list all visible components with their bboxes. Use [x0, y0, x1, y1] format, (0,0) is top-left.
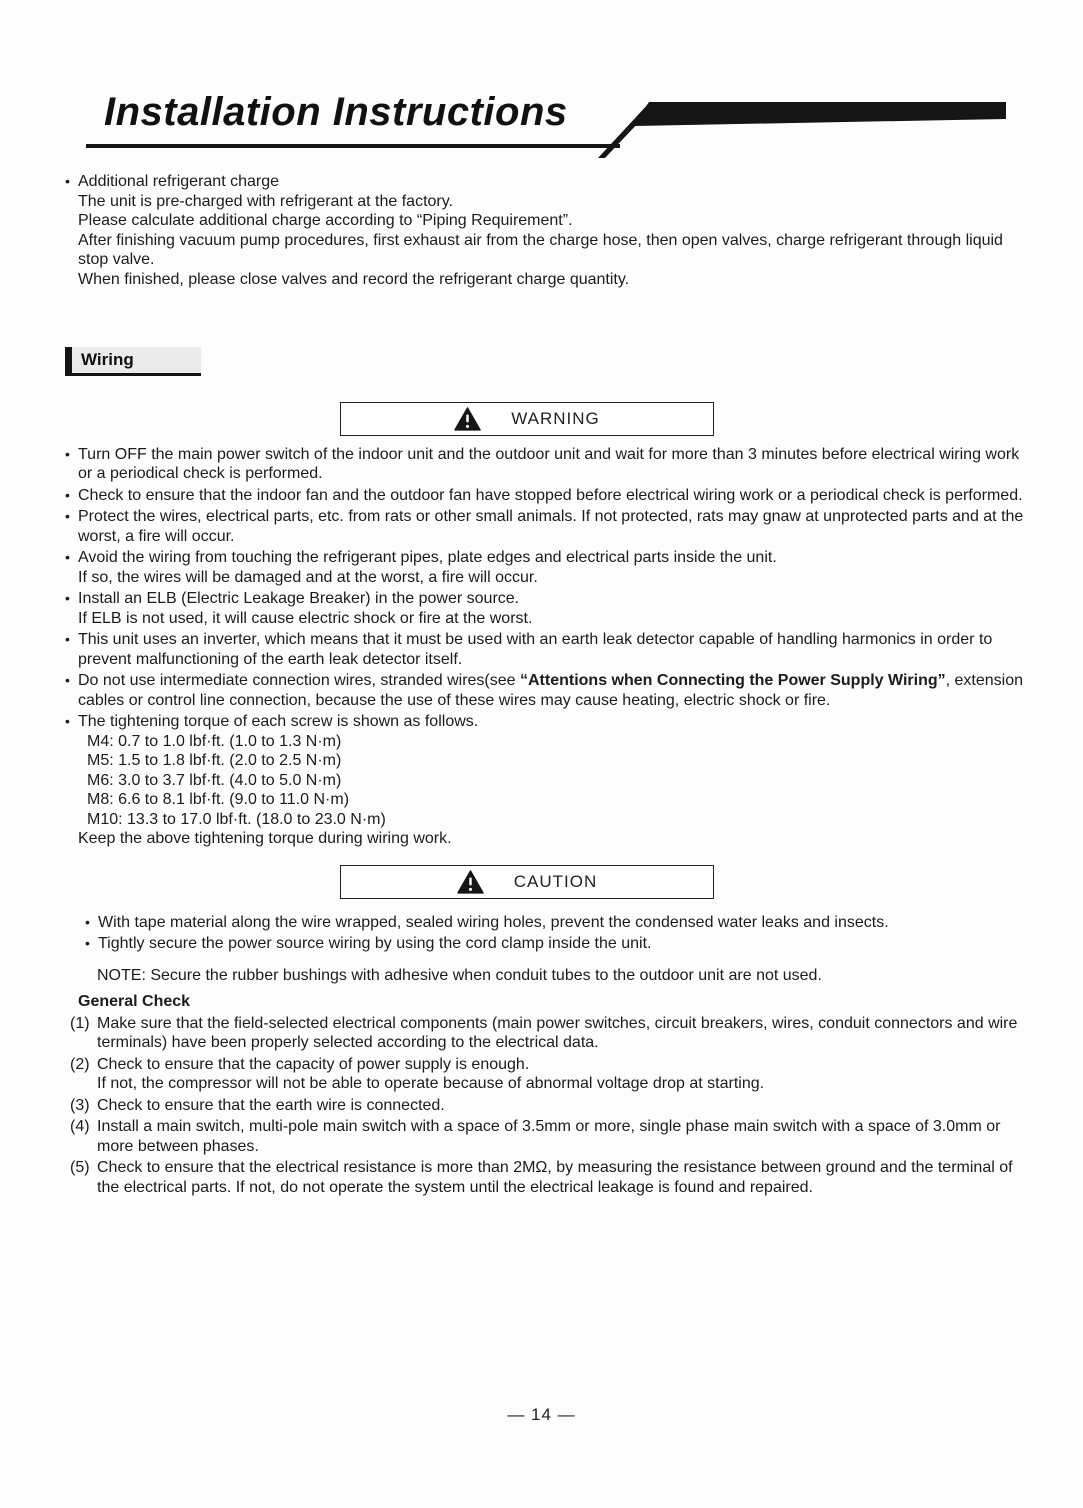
bullet: • — [65, 508, 70, 524]
warning-bullet-list — [65, 445, 1027, 849]
text-line: Check to ensure that the indoor fan and the outdoor fan have stopped before electrical wiring work or a periodical check is performed. — [78, 486, 1023, 504]
text-line — [78, 671, 1027, 710]
text-line: Check to ensure that the electrical resistance is more than 2MΩ, by measuring the resistance between ground and the terminal of the electrical parts. If not, do not operate the system until the electrical leakage is found and repaired. — [97, 1159, 1013, 1196]
section-wiring-title: Wiring — [81, 350, 134, 369]
refrigerant-charge-item — [65, 172, 1027, 289]
item-number: (5) — [70, 1159, 90, 1176]
text-line: Install an ELB (Electric Leakage Breaker) in the power source. — [78, 590, 520, 607]
numbered-item — [70, 1055, 1027, 1094]
torque-intro: The tightening torque of each screw is shown as follows. — [78, 713, 479, 730]
list-item — [85, 934, 1027, 954]
text-line: The unit is pre-charged with refrigerant at the factory. — [78, 192, 453, 210]
text-line: Make sure that the field-selected electrical components (main power switches, circuit breakers, wires, conduit connectors and wire terminals) have been properly selected according to the electrical data. — [97, 1014, 1018, 1051]
numbered-item — [70, 1096, 1027, 1116]
page-title: Installation Instructions — [104, 90, 568, 134]
text-line: Protect the wires, electrical parts, etc. from rats or other small animals. If not protected, rats may gnaw at unprotected parts and at the worst, a fire will occur. — [78, 508, 1024, 545]
caution-box — [340, 865, 714, 899]
torque-spec: M6: 3.0 to 3.7 lbf·ft. (4.0 to 5.0 N·m) — [87, 771, 342, 789]
numbered-item — [70, 1014, 1027, 1053]
header-black-bar — [633, 102, 1006, 126]
torque-spec: M4: 0.7 to 1.0 lbf·ft. (1.0 to 1.3 N·m) — [87, 732, 342, 750]
bullet: • — [65, 590, 70, 606]
torque-spec: M10: 13.3 to 17.0 lbf·ft. (18.0 to 23.0 N·m) — [87, 810, 386, 828]
text-line: Avoid the wiring from touching the refrigerant pipes, plate edges and electrical parts inside the unit. — [78, 549, 777, 566]
item-number: (2) — [70, 1055, 90, 1073]
list-item — [65, 630, 1027, 669]
warning-label: WARNING — [511, 408, 600, 428]
numbered-item — [70, 1117, 1027, 1156]
text-line: If so, the wires will be damaged and at the worst, a fire will occur. — [78, 568, 538, 586]
title-underline — [86, 144, 620, 148]
text-line: Check to ensure that the capacity of power supply is enough. — [97, 1055, 530, 1073]
text-line: Check to ensure that the earth wire is connected. — [97, 1096, 445, 1114]
bullet: • — [65, 549, 70, 565]
list-item — [65, 486, 1027, 506]
torque-item — [65, 712, 1027, 849]
list-item — [65, 589, 1027, 628]
bullet: • — [65, 445, 70, 462]
caution-label: CAUTION — [513, 871, 598, 891]
section-wiring-label — [65, 347, 201, 376]
caution-bullet-list — [65, 913, 1027, 954]
text-line: When finished, please close valves and record the refrigerant charge quantity. — [78, 270, 630, 288]
bullet: • — [65, 173, 70, 189]
header-diagonal-line — [598, 102, 658, 158]
text-line: This unit uses an inverter, which means that it must be used with an earth leak detector capable of handling harmonics in order to prevent malfunctioning of the earth leak detector itself. — [78, 631, 993, 668]
bullet: • — [65, 713, 70, 729]
torque-outro: Keep the above tightening torque during wiring work. — [78, 830, 452, 847]
bullet: • — [85, 935, 90, 951]
list-item — [65, 507, 1027, 546]
refrigerant-heading: Additional refrigerant charge — [78, 173, 280, 190]
list-item — [85, 913, 1027, 933]
warning-triangle-icon — [454, 407, 481, 431]
bullet: • — [65, 486, 70, 503]
caution-triangle-icon — [457, 870, 484, 894]
bullet: • — [65, 631, 70, 647]
bullet: • — [65, 672, 70, 688]
general-check-list — [65, 1014, 1027, 1198]
torque-spec: M8: 6.6 to 8.1 lbf·ft. (9.0 to 11.0 N·m) — [87, 791, 350, 808]
text-line: Please calculate additional charge according to “Piping Requirement”. — [78, 212, 573, 229]
note-line: NOTE: Secure the rubber bushings with adhesive when conduit tubes to the outdoor unit are not used. — [97, 966, 822, 984]
header-rule-art — [0, 0, 1083, 165]
item-number: (1) — [70, 1014, 90, 1032]
torque-spec: M5: 1.5 to 1.8 lbf·ft. (2.0 to 2.5 N·m) — [87, 752, 342, 769]
text-line: Install a main switch, multi-pole main switch with a space of 3.5mm or more, single phase main switch with a space of 3.0mm or more between phases. — [97, 1118, 1001, 1155]
list-item-with-bold — [65, 671, 1027, 710]
page-number: — 14 — — [507, 1405, 576, 1424]
item-number: (4) — [70, 1118, 90, 1135]
text-line: With tape material along the wire wrapped, sealed wiring holes, prevent the condensed water leaks and insects. — [98, 913, 889, 931]
general-check-title: General Check — [78, 993, 191, 1010]
bold-reference-text: “Attentions when Connecting the Power Supply Wiring” — [520, 672, 946, 689]
item-number: (3) — [70, 1096, 90, 1114]
numbered-item — [70, 1158, 1027, 1197]
text-line: Tightly secure the power source wiring by using the cord clamp inside the unit. — [98, 935, 652, 952]
text-part: , extension cables or control line connection, because the use of these wires may cause heating, electric shock or fire. — [78, 672, 1024, 709]
page-content — [65, 172, 1027, 1199]
list-item — [65, 445, 1027, 484]
text-part: Do not use intermediate connection wires, stranded wires(see — [78, 672, 520, 689]
list-item — [65, 548, 1027, 587]
warning-box — [340, 402, 714, 436]
text-line: After finishing vacuum pump procedures, first exhaust air from the charge hose, then open valves, charge refrigerant through liquid stop valve. — [78, 231, 1003, 268]
text-line: If ELB is not used, it will cause electric shock or fire at the worst. — [78, 609, 533, 627]
text-line: Turn OFF the main power switch of the indoor unit and the outdoor unit and wait for more than 3 minutes before electrical wiring work or a periodical check is performed. — [78, 445, 1020, 482]
bullet: • — [85, 913, 90, 930]
text-line: If not, the compressor will not be able to operate because of abnormal voltage drop at starting. — [97, 1075, 765, 1092]
